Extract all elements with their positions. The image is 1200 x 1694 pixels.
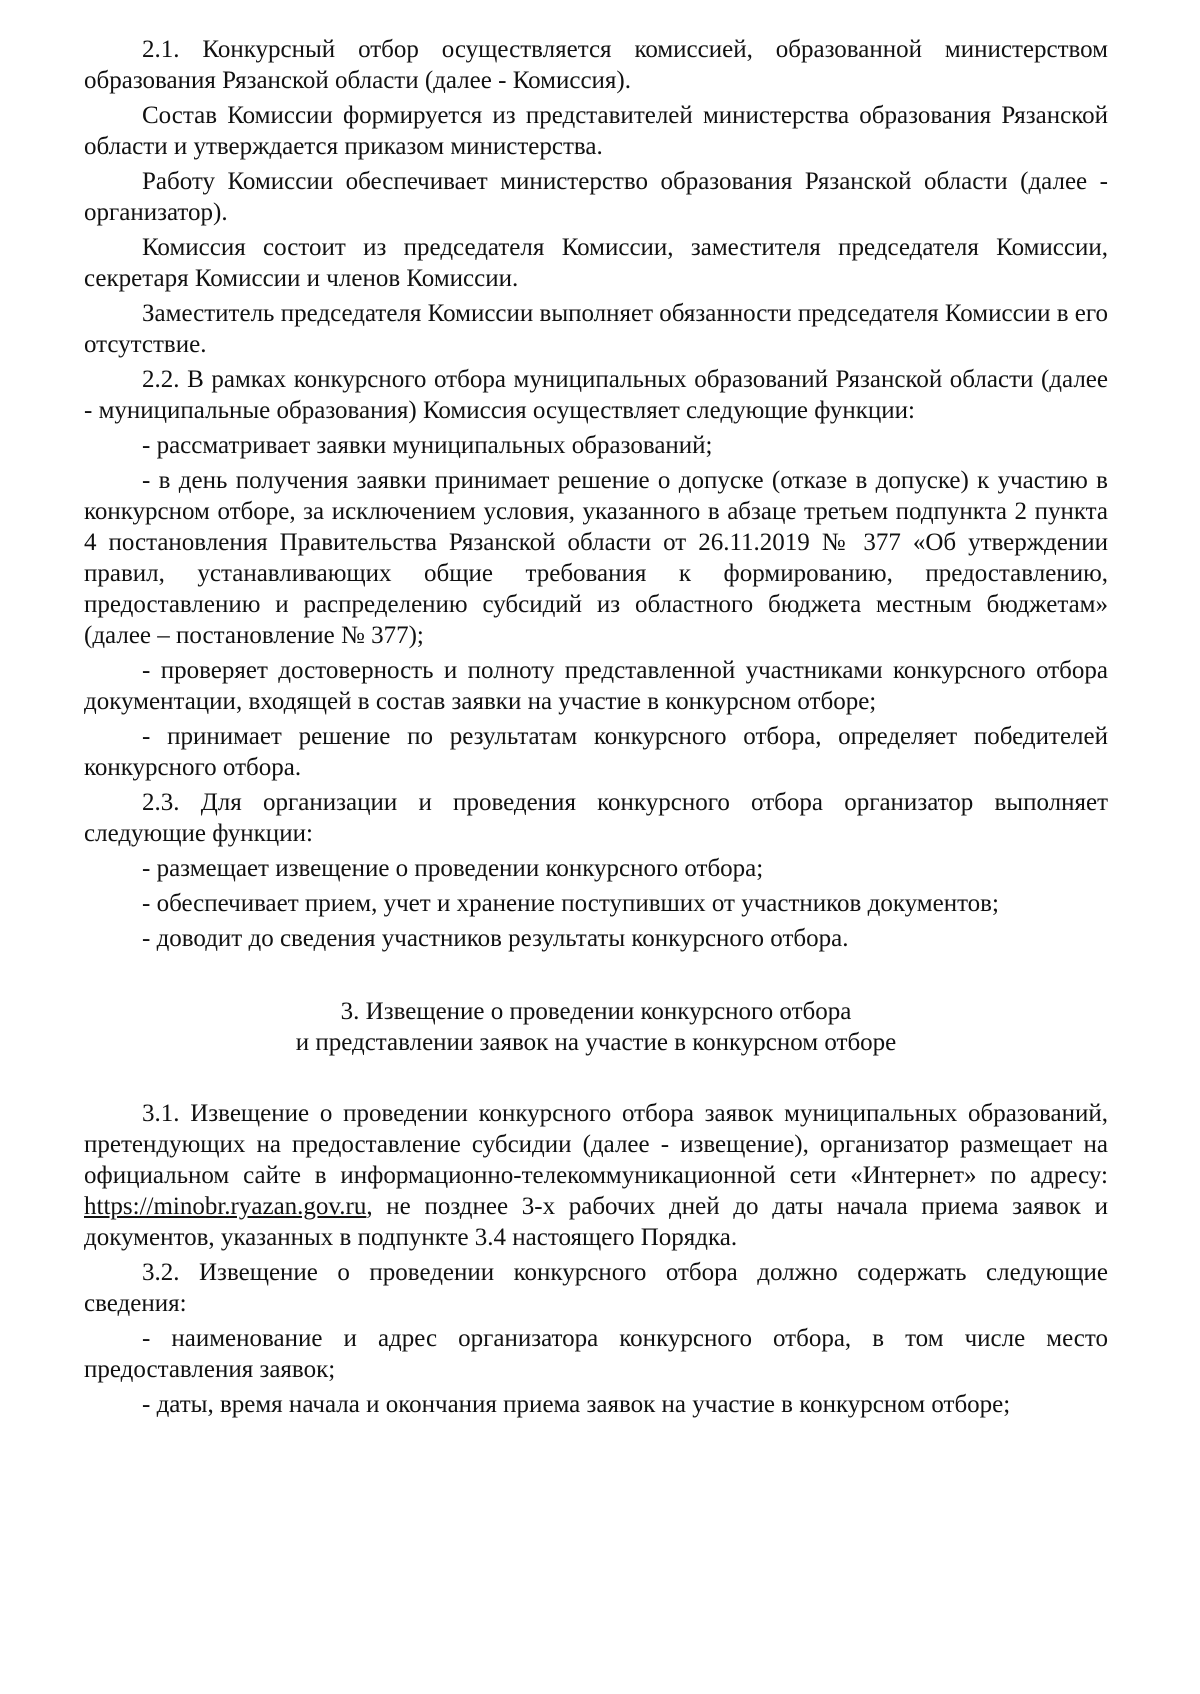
list-item-communicates-results: - доводит до сведения участников результаты конкурсного отбора. [142, 925, 849, 952]
section-3-body [84, 1098, 1108, 1420]
list-item-verifies-documents: - проверяет достоверность и полноту представленной участниками конкурсного отбора документации, входящей в состав заявки на участие в конкурсном отборе; [84, 657, 1108, 715]
paragraph-deputy-chair: Заместитель председателя Комиссии выполняет обязанности председателя Комиссии в его отсутствие. [84, 300, 1108, 358]
paragraph-3-1 [84, 1098, 1108, 1253]
list-item-determines-winners: - принимает решение по результатам конкурсного отбора, определяет победителей конкурсного отбора. [84, 723, 1108, 781]
section-3-heading-line-1: 3. Извещение о проведении конкурсного отбора [340, 998, 852, 1025]
paragraph-commission-composition: Состав Комиссии формируется из представителей министерства образования Рязанской области и утверждается приказом министерства. [84, 102, 1108, 160]
section-2-body [84, 34, 1108, 954]
paragraph-2-3: 2.3. Для организации и проведения конкурсного отбора организатор выполняет следующие функции: [84, 789, 1108, 847]
paragraph-2-1: 2.1. Конкурсный отбор осуществляется комиссией, образованной министерством образования Рязанской области (далее - Комиссия). [84, 36, 1108, 94]
list-item-receives-documents: - обеспечивает прием, учет и хранение поступивших от участников документов; [142, 890, 999, 917]
list-item-admission-decision: - в день получения заявки принимает решение о допуске (отказе в допуске) к участию в конкурсном отборе, за исключением условия, указанного в абзаце третьем подпункта 2 пункта 4 постановления Правительства Рязанской области от 26.11.2019 № 377 «Об утверждении правил, устанавливающих общие требования к формированию, предоставлению, предоставлению и распределению субсидий из областного бюджета местным бюджетам» (далее – постановление № 377); [84, 467, 1108, 649]
paragraph-3-2: 3.2. Извещение о проведении конкурсного отбора должно содержать следующие сведения: [84, 1259, 1108, 1317]
ministry-website-link[interactable]: https://minobr.ryazan.gov.ru [84, 1193, 367, 1220]
list-item-reviews-applications: - рассматривает заявки муниципальных образований; [142, 432, 713, 459]
paragraph-commission-support: Работу Комиссии обеспечивает министерство образования Рязанской области (далее - организатор). [84, 168, 1108, 226]
list-item-publishes-notice: - размещает извещение о проведении конкурсного отбора; [142, 855, 764, 882]
section-3-heading-line-2: и представлении заявок на участие в конкурсном отборе [295, 1029, 897, 1056]
paragraph-commission-members: Комиссия состоит из председателя Комиссии, заместителя председателя Комиссии, секретаря Комиссии и членов Комиссии. [84, 234, 1108, 292]
paragraph-3-1-text-end: , не позднее 3-х рабочих дней до даты начала приема заявок и документов, указанных в подпункте 3.4 настоящего Порядка. [84, 1193, 1108, 1251]
section-3-heading [84, 996, 1108, 1058]
paragraph-2-2: 2.2. В рамках конкурсного отбора муниципальных образований Рязанской области (далее - муниципальные образования) Комиссия осуществляет следующие функции: [84, 366, 1108, 424]
paragraph-3-1-text-start: 3.1. Извещение о проведении конкурсного отбора заявок муниципальных образований, претендующих на предоставление субсидии (далее - извещение), организатор размещает на официальном сайте в информационно-телекоммуникационной сети «Интернет» по адресу: [84, 1100, 1108, 1189]
list-item-application-dates: - даты, время начала и окончания приема заявок на участие в конкурсном отборе; [142, 1391, 1011, 1418]
list-item-organizer-name-address: - наименование и адрес организатора конкурсного отбора, в том числе место предоставления заявок; [84, 1325, 1108, 1383]
